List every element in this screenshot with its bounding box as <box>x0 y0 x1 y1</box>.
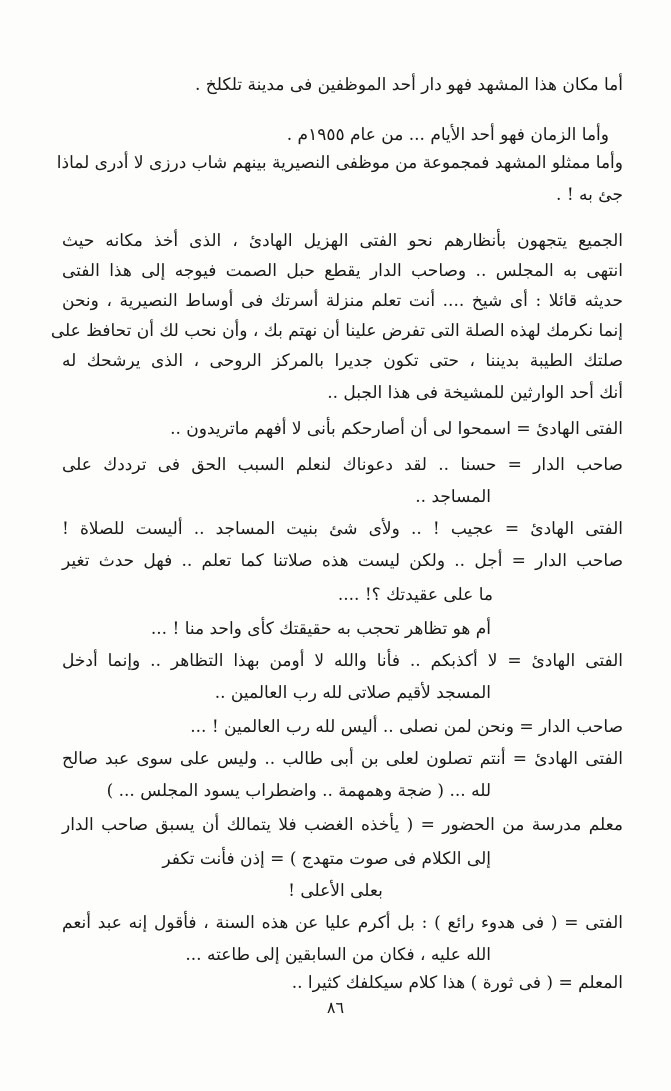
text-line: معلم مدرسة من الحضور = ( يأخذه الغضب فلا يتمالك أن يسبق صاحب الدار <box>62 815 623 835</box>
text-line: الفتى الهادئ = لا أكذبكم .. فأنا والله لا أومن بهذا التظاهر .. وإنما أدخل <box>62 651 623 671</box>
text-line: وأما الزمان فهو أحد الأيام ... من عام ١٩٥٥م . <box>286 125 609 145</box>
text-line: إلى الكلام فى صوت متهدج ) = إذن فأنت تكفر <box>162 849 491 869</box>
text-line: وأما ممثلو المشهد فمجموعة من موظفى النصيرية بينهم شاب درزى لا أدرى لماذا <box>56 153 623 173</box>
text-line: صاحب الدار = أجل .. ولكن ليست هذه صلاتنا كما تعلم .. فهل حدث تغير <box>62 551 623 571</box>
text-line: الجميع يتجهون بأنظارهم نحو الفتى الهزيل الهادئ ، الذى أخذ مكانه حيث <box>62 231 623 251</box>
text-line: الله عليه ، فكان من السابقين إلى طاعته ... <box>185 945 491 965</box>
text-line: أم هو تظاهر تحجب به حقيقتك كأى واحد منا ! ... <box>150 619 491 639</box>
text-line: أما مكان هذا المشهد فهو دار أحد الموظفين فى مدينة تلكلخ . <box>194 75 623 95</box>
text-line: الفتى الهادئ = عجيب ! .. ولأى شئ بنيت المساجد .. أليست للصلاة ! <box>62 519 623 539</box>
text-line: المسجد لأقيم صلاتى لله رب العالمين .. <box>214 683 491 703</box>
text-line: صاحب الدار = حسنا .. لقد دعوناك لنعلم السبب الحق فى ترددك على <box>62 455 623 475</box>
text-line: ما على عقيدتك ؟! .... <box>337 585 493 605</box>
text-line: إنما نكرمك لهذه الصلة التى تفرض علينا أن نهتم بك ، وأن نحب لك أن تحافظ على <box>50 321 623 341</box>
text-line: الفتى = ( فى هدوء رائع ) : بل أكرم عليا عن هذه السنة ، فأقول إنه عبد أنعم <box>62 913 623 933</box>
text-line: انتهى به المجلس .. وصاحب الدار يقطع حبل الصمت فيوجه إلى هذا الفتى <box>62 261 623 281</box>
page-number: ٨٦ <box>326 998 345 1017</box>
text-line: حديثه قائلا : أى شيخ .... أنت تعلم منزلة أسرتك فى أوساط النصيرية ، ونحن <box>62 291 623 311</box>
text-line: جئ به ! . <box>556 185 623 205</box>
text-line: الفتى الهادئ = اسمحوا لى أن أصارحكم بأنى لا أفهم ماتريدون .. <box>170 419 623 439</box>
text-line: لله ... ( ضجة وهمهمة .. واضطراب يسود المجلس ... ) <box>106 781 491 801</box>
text-line: المساجد .. <box>415 487 491 507</box>
text-line: صلتك الطيبة بديننا ، حتى تكون جديرا بالمركز الروحى ، الذى يرشحك له <box>62 351 623 371</box>
text-line: الفتى الهادئ = أنتم تصلون لعلى بن أبى طالب .. وليس على سوى عبد صالح <box>62 749 623 769</box>
text-line: المعلم = ( فى ثورة ) هذا كلام سيكلفك كثيرا .. <box>291 973 623 993</box>
text-line: أنك أحد الوارثين للمشيخة فى هذا الجبل .. <box>327 383 623 403</box>
text-line: بعلى الأعلى ! <box>288 881 383 901</box>
text-line: صاحب الدار = ونحن لمن نصلى .. أليس لله رب العالمين ! ... <box>190 717 623 737</box>
